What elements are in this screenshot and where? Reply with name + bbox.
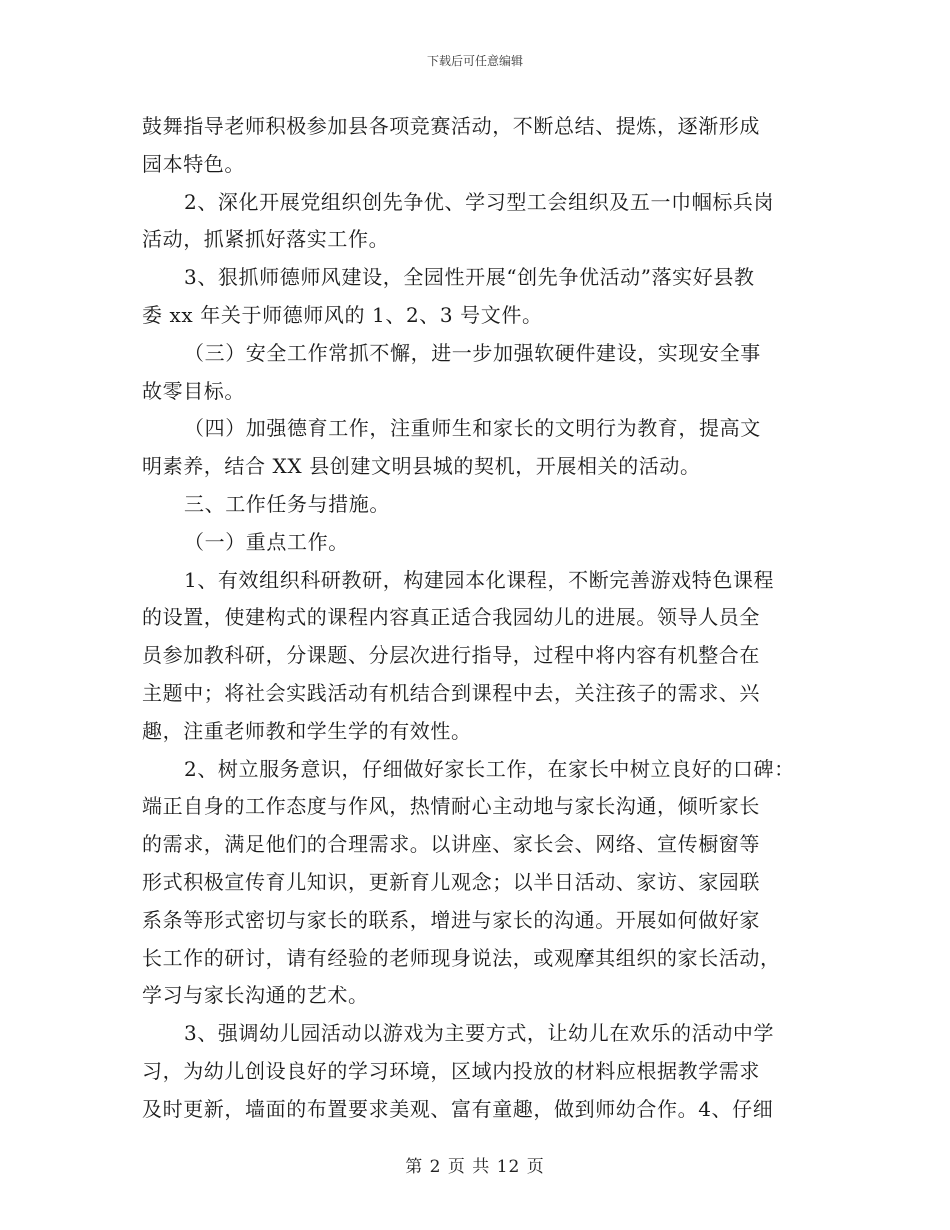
text-line: 形式积极宣传育儿知识，更新育儿观念；以半日活动、家访、家园联 [142,869,760,894]
text-line: 活动，抓紧抓好落实工作。 [142,227,390,252]
text-line: 主题中；将社会实践活动有机结合到课程中去，关注孩子的需求、兴 [142,680,760,705]
text-line: 园本特色。 [142,151,245,176]
text-line: 故零目标。 [142,378,245,403]
text-line: 趣，注重老师教和学生学的有效性。 [142,718,472,743]
text-line: 委 xx 年关于师德师风的 1、2、3 号文件。 [142,302,543,327]
text-line: （四）加强德育工作，注重师生和家长的文明行为教育，提高文 [184,416,761,441]
text-line: 2、深化开展党组织创先争优、学习型工会组织及五一巾帼标兵岗 [184,189,775,214]
text-line: 学习与家长沟通的艺术。 [142,983,369,1008]
text-line: 系条等形式密切与家长的联系，增进与家长的沟通。开展如何做好家 [142,907,760,932]
text-line: 端正自身的工作态度与作风，热情耐心主动地与家长沟通，倾听家长 [142,794,760,819]
text-line: 鼓舞指导老师积极参加县各项竞赛活动，不断总结、提炼，逐渐形成 [142,114,760,138]
document-body [142,108,832,1129]
text-line: 3、狠抓师德师风建设，全园性开展“创先争优活动”落实好县教 [184,265,755,290]
subsection-heading: （一）重点工作。 [184,529,349,554]
section-heading: 三、工作任务与措施。 [184,491,390,516]
text-line: 的设置，使建构式的课程内容真正适合我园幼儿的进展。领导人员全 [142,605,760,630]
page-number: 第 2 页 共 12 页 [405,1157,545,1177]
text-line: 及时更新，墙面的布置要求美观、富有童趣，做到师幼合作。4、仔细 [142,1096,774,1121]
text-line: 1、有效组织科研教研，构建园本化课程，不断完善游戏特色课程 [184,567,775,592]
text-line: 2、树立服务意识，仔细做好家长工作，在家长中树立良好的口碑： [184,756,795,781]
text-line: 习，为幼儿创设良好的学习环境，区域内投放的材料应根据教学需求 [142,1058,760,1083]
text-line: 的需求，满足他们的合理需求。以讲座、家长会、网络、宣传橱窗等 [142,832,760,857]
text-line: 明素养，结合 XX 县创建文明县城的契机，开展相关的活动。 [142,454,701,479]
page-header: 下载后可任意编辑 [426,54,523,68]
text-line: （三）安全工作常抓不懈，进一步加强软硬件建设，实现安全事 [184,340,761,365]
text-line: 员参加教科研，分课题、分层次进行指导，过程中将内容有机整合在 [142,643,760,668]
text-line: 长工作的研讨，请有经验的老师现身说法，或观摩其组织的家长活动， [142,945,781,970]
text-line: 3、强调幼儿园活动以游戏为主要方式，让幼儿在欢乐的活动中学 [184,1021,775,1046]
